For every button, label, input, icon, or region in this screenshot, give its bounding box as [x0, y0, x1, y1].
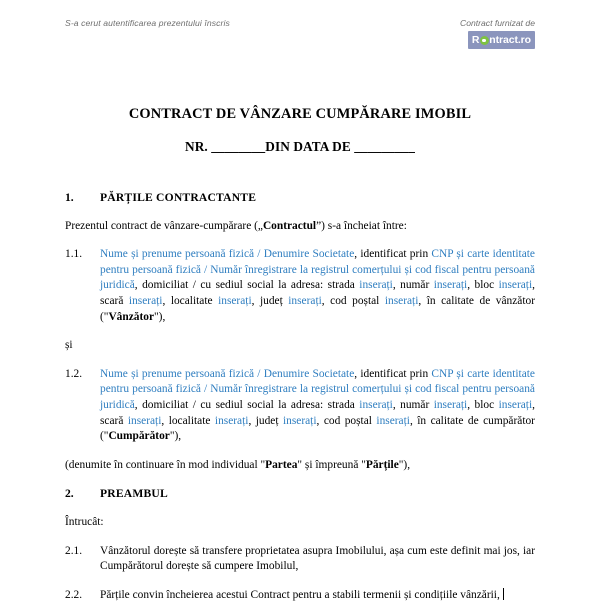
- clause-2-2-number: 2.2.: [65, 588, 83, 601]
- clause-1-1-text: [100, 247, 535, 325]
- c11-t6: , localitate: [162, 294, 219, 307]
- term-partea: Partea: [265, 458, 298, 471]
- c12-t5: , scară: [100, 398, 535, 427]
- header-authentication-note: S-a cerut autentificarea prezentului înscris: [65, 18, 230, 28]
- pd-pre: (denumite în continuare în mod individual ": [65, 458, 266, 471]
- c11-t2: , domiciliat / cu sediul social la adresa: strada: [134, 279, 360, 292]
- field-staircase-seller[interactable]: inserați: [128, 294, 163, 307]
- clause-1-2-text: [100, 367, 535, 445]
- field-city-buyer[interactable]: inserați: [214, 414, 249, 427]
- field-name-seller[interactable]: Nume și prenume persoană fizică / Denumire Societate: [100, 248, 355, 261]
- intro-pre: Prezentul contract de vânzare-cumpărare („: [65, 219, 263, 232]
- c12-t3: , număr: [392, 398, 434, 411]
- c12-t4: , bloc: [467, 398, 499, 411]
- clause-1-2: [65, 367, 535, 445]
- field-postcode-seller[interactable]: inserați: [384, 294, 419, 307]
- field-street-buyer[interactable]: inserați: [359, 398, 393, 411]
- section-1-intro: [65, 219, 535, 235]
- clause-2-1: [65, 544, 535, 575]
- field-number-seller[interactable]: inserați: [433, 279, 468, 292]
- c11-t7: , județ: [251, 294, 289, 307]
- clause-1-1: [65, 247, 535, 325]
- section-1-title: PĂRȚILE CONTRACTANTE: [100, 191, 257, 204]
- green-circle-icon: [480, 36, 489, 45]
- section-1-number: 1.: [65, 191, 74, 204]
- clause-2-2-text: [100, 588, 535, 604]
- page-title: CONTRACT DE VÂNZARE CUMPĂRARE IMOBIL: [128, 106, 472, 122]
- field-city-seller[interactable]: inserați: [218, 294, 252, 307]
- field-number-buyer[interactable]: inserați: [433, 398, 468, 411]
- section-2-title: PREAMBUL: [100, 487, 168, 501]
- term-partile: Părțile: [365, 458, 399, 471]
- c11-t10: "),: [154, 310, 166, 323]
- pd-mid: " și împreună ": [297, 458, 366, 471]
- contract-number-blank: NR. ________: [185, 139, 266, 154]
- header-provider-block: [460, 18, 535, 49]
- field-postcode-buyer[interactable]: inserați: [376, 414, 410, 427]
- clause-2-2-content: Părțile convin încheierea acestui Contract pentru a stabili termenii și condițiile vânzării,: [100, 588, 500, 601]
- pd-post: "),: [398, 458, 411, 471]
- c12-t8: , cod poștal: [316, 414, 377, 427]
- section-heading-1: [65, 190, 535, 206]
- intro-bold-contractul: Contractul: [262, 219, 317, 232]
- field-block-seller[interactable]: inserați: [498, 279, 533, 292]
- document-body: [65, 190, 535, 616]
- c12-t2: , domiciliat / cu sediul social la adresa: strada: [134, 398, 360, 411]
- clause-1-1-number: 1.1.: [65, 248, 83, 261]
- c11-t1: , identificat prin: [354, 248, 432, 261]
- field-county-seller[interactable]: inserați: [288, 294, 322, 307]
- clause-2-1-number: 2.1.: [65, 544, 83, 557]
- header-provider-label: Contract furnizat de: [460, 18, 535, 28]
- term-vanzator: Vânzător: [108, 310, 155, 323]
- field-id-buyer[interactable]: CNP și carte identitate pentru persoană fizică / Număr înregistrare la registrul comerțului și cod fiscal pentru persoană juridică: [100, 367, 535, 411]
- logo-prefix-text: R: [471, 34, 480, 47]
- c11-t9: , în calitate de vânzător (": [100, 294, 535, 323]
- c12-t1: , identificat prin: [354, 367, 432, 380]
- c12-t10: "),: [169, 430, 182, 443]
- c11-t4: , bloc: [467, 279, 499, 292]
- rontract-logo[interactable]: [468, 31, 535, 49]
- conjunction-si: și: [65, 339, 73, 352]
- c11-t8: , cod poștal: [321, 294, 385, 307]
- logo-suffix-text: ntract.ro: [489, 34, 531, 47]
- c12-t9: , în calitate de cumpărător (": [100, 414, 535, 443]
- field-id-seller[interactable]: CNP și carte identitate pentru persoană fizică / Număr înregistrare la registrul comerțului și cod fiscal pentru persoană juridică: [100, 248, 535, 292]
- section-2-intro: Întrucât:: [65, 515, 104, 528]
- field-name-buyer[interactable]: Nume și prenume persoană fizică / Denumire Societate: [100, 367, 355, 380]
- page-subtitle: [0, 139, 600, 155]
- field-staircase-buyer[interactable]: inserați: [127, 414, 162, 427]
- clause-1-2-number: 1.2.: [65, 367, 83, 380]
- c11-t5: , scară: [100, 279, 535, 307]
- field-county-buyer[interactable]: inserați: [282, 414, 317, 427]
- clause-2-2: [65, 588, 535, 604]
- c12-t7: , județ: [248, 414, 283, 427]
- text-cursor-caret: [503, 588, 504, 600]
- document-header: [65, 18, 535, 58]
- contract-date-blank: DIN DATA DE _________: [265, 139, 415, 154]
- clause-2-1-text: Vânzătorul dorește să transfere proprietatea asupra Imobilului, așa cum este definit mai jos, iar Cumpărătorul dorește să cumpere Imobilul,: [100, 544, 535, 573]
- field-block-buyer[interactable]: inserați: [498, 398, 533, 411]
- section-2-number: 2.: [65, 487, 74, 501]
- c11-t3: , număr: [392, 279, 434, 292]
- term-cumparator: Cumpărător: [108, 430, 170, 443]
- c12-t6: , localitate: [161, 414, 215, 427]
- field-street-seller[interactable]: inserați: [359, 279, 393, 292]
- section-heading-2: [65, 486, 535, 502]
- intro-post: ”) s-a încheiat între:: [316, 219, 407, 232]
- parties-definition: [65, 458, 535, 474]
